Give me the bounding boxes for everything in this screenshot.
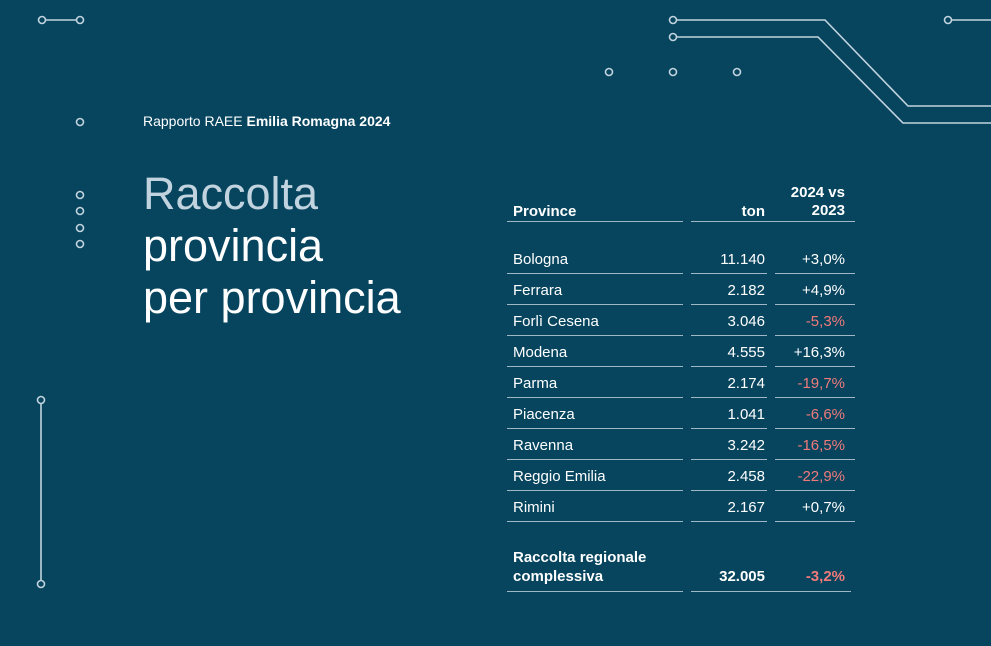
total-rule-label [507,591,683,592]
province-name: Bologna [513,251,569,268]
province-name: Modena [513,344,568,361]
province-name: Ferrara [513,282,563,299]
page-title-line-1: Raccolta [143,168,319,219]
table-row [507,460,857,491]
report-title-region: Emilia Romagna 2024 [246,113,391,129]
province-change: -19,7% [797,375,845,392]
row-rule [775,521,855,522]
table-row [507,336,857,367]
province-change: +16,3% [793,344,845,361]
table-row [507,305,857,336]
province-ton: 2.174 [727,375,765,392]
province-ton: 1.041 [727,406,765,423]
table-row [507,429,857,460]
page-title-line-3: per provincia [143,272,401,323]
table-row [507,274,857,305]
table-header [507,178,857,222]
row-rule [691,521,767,522]
total-rule-values [691,591,851,592]
province-change: -6,6% [805,406,845,423]
province-name: Rimini [513,499,555,516]
total-change: -3,2% [805,568,845,585]
province-ton: 2.167 [727,499,765,516]
province-name: Reggio Emilia [513,468,606,485]
province-change: +0,7% [802,499,845,516]
province-name: Piacenza [513,406,575,423]
province-table [507,178,857,585]
table-row [507,491,857,522]
table-row [507,367,857,398]
header-change-line-1: 2024 vs [790,184,845,201]
report-title-prefix: Rapporto RAEE [143,113,243,129]
page-title-line-2: provincia [143,220,324,271]
report-title [143,113,390,129]
header-rule-province [507,221,683,222]
total-ton: 32.005 [719,568,765,585]
total-label-line-2: complessiva [513,568,604,585]
province-ton: 4.555 [727,344,765,361]
province-change: -5,3% [805,313,845,330]
province-change: +3,0% [802,251,845,268]
province-change: -22,9% [797,468,845,485]
province-name: Parma [513,375,558,392]
table-row [507,243,857,274]
province-ton: 2.458 [727,468,765,485]
header-ton: ton [741,203,765,220]
total-label [513,548,646,586]
province-change: +4,9% [802,282,845,299]
header-province: Province [513,203,577,220]
table-row [507,398,857,429]
province-name: Ravenna [513,437,574,454]
header-change-line-2: 2023 [811,202,845,219]
province-change: -16,5% [797,437,845,454]
province-ton: 2.182 [727,282,765,299]
header-rule-values [691,221,855,222]
province-ton: 11.140 [720,251,765,268]
total-row [507,548,857,592]
province-name: Forlì Cesena [513,313,599,330]
total-label-line-1: Raccolta regionale [513,549,647,566]
province-ton: 3.046 [727,313,765,330]
province-ton: 3.242 [727,437,765,454]
page-title [143,168,401,324]
row-rule [507,521,683,522]
header-change [765,184,845,220]
